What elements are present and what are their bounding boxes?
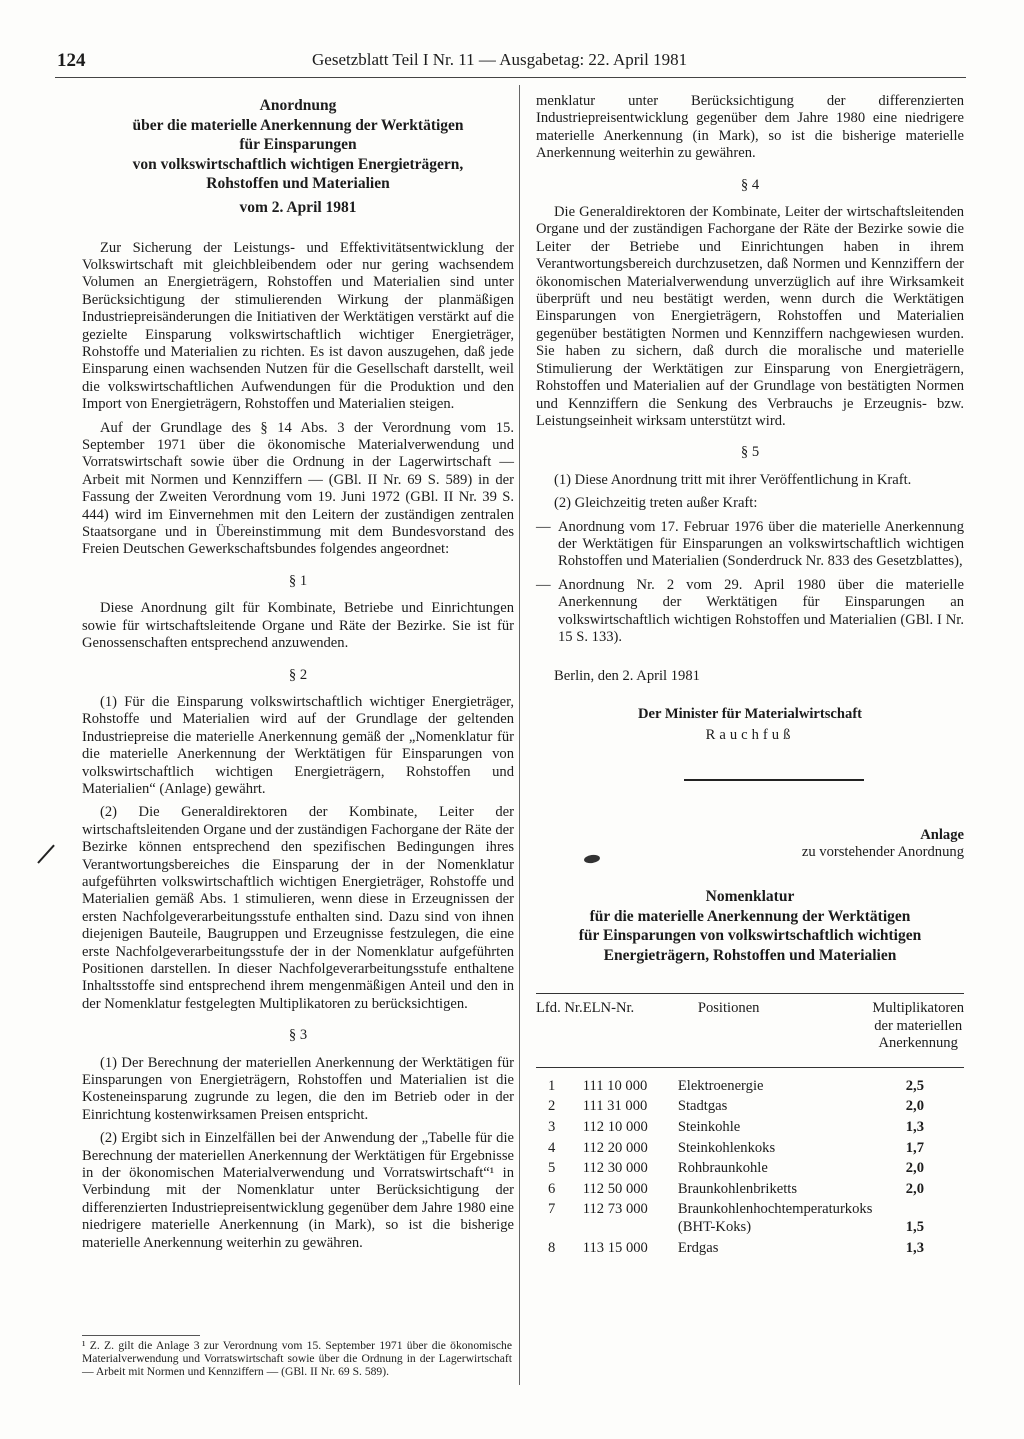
section-text: Die Generaldirektoren der Kombinate, Leiter der wirtschaftsleitenden Organe und der zuständigen Fachorgane der Räte der Bezirke sowie die Leiter der Betriebe und Einrichtungen haben in ihrem Verantwortungsbereich durchzusetzen, daß Normen und Kennziffern der ökonomischen Materialverwendung unverzüglich auf ihre Wirksamkeit überprüft und neu bestätigt werden, wenn durch die Werktätigen Einsparungen von Energieträgern, Rohstoffen und Materialien gegenüber bestätigten Normen und Kennziffern nachgewiesen wurden. Sie haben zu sichern, daß durch die moralische und materielle Stimulierung der Werktätigen zur Einsparung von Energieträgern, Rohstoffen und Materialien auf der Grundlage von bestätigten Normen und Kennziffern die Senkung des Verbrauchs je Erzeugnis- bzw. Leistungseinheit wirksam unterstützt wird. (536, 204, 964, 429)
table-row (536, 1159, 964, 1180)
section-heading: § 3 (288, 1027, 308, 1044)
cell-position: Steinkohlenkoks (677, 1139, 776, 1156)
cell-position: Stadtgas (677, 1098, 728, 1115)
cell-nr: 8 (548, 1239, 556, 1256)
annex-title-line: Nomenklatur (705, 888, 795, 906)
cell-nr: 3 (548, 1119, 556, 1135)
cell-eln: 112 30 000 (582, 1160, 648, 1177)
title-line: für Einsparungen (239, 136, 357, 154)
document-title (82, 96, 514, 218)
page-number: 124 (57, 50, 86, 71)
cell-position: Erdgas (677, 1239, 719, 1256)
section-paragraph: (1) Für die Einsparung volkswirtschaftlich wichtiger Energieträger, Rohstoffe und Materialien wird auf der Grundlage der geltenden Industriepreise die materielle Anerkennung gemäß der „Nomenklatur für die materielle Anerkennung der Werktätigen für Einsparungen von volkswirtschaftlich wichtigen Energieträgern, Rohstoffen und Materialien“ (Anlage) gewährt. (82, 693, 514, 797)
cell-nr: 6 (548, 1180, 556, 1197)
cell-position: Elektroenergie (677, 1077, 764, 1094)
cell-eln: 111 10 000 (582, 1077, 648, 1094)
cell-nr: 1 (548, 1077, 556, 1094)
cell-eln: 113 15 000 (582, 1239, 648, 1256)
column-header: ELN-Nr. (583, 994, 678, 1068)
cell-position: Braunkohlenbriketts (677, 1180, 798, 1197)
table-row (536, 1118, 964, 1139)
section-paragraph: (2) Ergibt sich in Einzelfällen bei der Anwendung der „Tabelle für die Berechnung der materiellen Anerkennung der Werktätigen für Ergebnisse in der ökonomischen Materialverwendung und Vorratswirtschaft“¹ in Verbindung mit der Nomenklatur unter Berücksichtigung der differenzierten Industriepreisentwicklung gegenüber dem Jahre 1980 eine niedrigere materielle Anerkennung (in Mark), so ist die bisherige materielle Anerkennung weiterhin zu gewähren. (82, 1130, 514, 1251)
column-header: Positionen (678, 994, 873, 1068)
cell-position: Steinkohle (677, 1119, 741, 1135)
place-date: Berlin, den 2. April 1981 (554, 668, 700, 685)
signer-name: Rauchfuß (705, 727, 795, 744)
title-date: vom 2. April 1981 (239, 198, 357, 216)
section-paragraph: (1) Der Berechnung der materiellen Anerkennung der Werktätigen für Einsparungen von Energieträgern, Rohstoffen und Materialien ist die Kosteneinsparung zugrunde zu legen, die den im Betrieb oder in der Einrichtung kostenwirksamen Preisen entspricht. (82, 1054, 514, 1123)
annex-title-line: für die materielle Anerkennung der Werktätigen (589, 907, 911, 925)
right-column (536, 93, 964, 1259)
table-row (536, 1067, 964, 1097)
margin-pen-mark (37, 844, 55, 863)
left-column (82, 96, 514, 1251)
cell-multiplier: 1,7 (905, 1139, 924, 1156)
cell-position: Rohbraunkohle (677, 1160, 768, 1177)
signer-title: Der Minister für Materialwirtschaft (637, 705, 863, 722)
table-row (536, 1239, 964, 1260)
table-row (536, 1180, 964, 1201)
cell-eln: 112 20 000 (582, 1139, 648, 1156)
footnote-text: ¹ Z. Z. gilt die Anlage 3 zur Verordnung vom 15. September 1971 über die ökonomische Materialverwendung und Vorratswirtschaft sowie über die Ordnung in der Lagerwirtschaft — Arbeit mit Normen und Kennziffern — (GBl. II Nr. 69 S. 589). (82, 1339, 512, 1379)
cell-eln: 111 31 000 (582, 1098, 648, 1115)
cell-nr: 5 (548, 1160, 556, 1177)
list-dash: — (536, 576, 551, 593)
footnote (82, 1335, 512, 1379)
list-item (536, 576, 964, 647)
annex-label: Anlage (920, 826, 964, 843)
running-head: Gesetzblatt Teil I Nr. 11 — Ausgabetag: 22. April 1981 (312, 50, 688, 69)
cell-eln: 112 73 000 (582, 1201, 648, 1218)
table-header-row (536, 994, 964, 1068)
cell-multiplier: 1,5 (905, 1218, 924, 1235)
section-heading: § 4 (740, 176, 760, 193)
cell-multiplier: 1,3 (905, 1239, 924, 1256)
table-row (536, 1200, 964, 1238)
section-heading: § 2 (288, 666, 308, 683)
list-dash: — (536, 518, 551, 535)
table-row (536, 1097, 964, 1118)
title-line: von volkswirtschaftlich wichtigen Energieträgern, (132, 155, 464, 173)
annex-sublabel: zu vorstehender Anordnung (801, 844, 964, 860)
column-header: Multiplikatoren der materiellen Anerkennung (872, 994, 964, 1068)
section-paragraph: (2) Gleichzeitig treten außer Kraft: (554, 495, 758, 512)
title-line: Anordnung (259, 97, 337, 114)
table-row (536, 1139, 964, 1160)
section-heading: § 5 (740, 444, 760, 461)
list-item-text: Anordnung Nr. 2 vom 29. April 1980 über die materielle Anerkennung der Werktätigen für Einsparungen an volkswirtschaftlich wichtigen Rohstoffen und Materialien (GBl. I Nr. 15 S. 133). (558, 576, 964, 645)
header-rule (55, 77, 966, 78)
preamble-paragraph: Auf der Grundlage des § 14 Abs. 3 der Verordnung vom 15. September 1971 über die ökonomische Materialverwendung und Vorratswirtschaft sowie über die Ordnung in der Lagerwirtschaft — Arbeit mit Normen und Kennziffern — (GBl. II Nr. 69 S. 589) in der Fassung der Zweiten Verordnung vom 19. Juni 1972 (GBl. II Nr. 39 S. 444) wird im Einvernehmen mit den Leitern der zuständigen zentralen Staatsorgane und in Übereinstimmung mit dem Bundesvorstand des Freien Deutschen Gewerkschaftsbundes folgendes angeordnet: (82, 419, 514, 558)
repeal-list (536, 519, 964, 647)
cell-multiplier: 1,3 (905, 1119, 924, 1135)
column-divider (519, 85, 520, 1385)
title-line: über die materielle Anerkennung der Werktätigen (132, 116, 464, 134)
annex-title (536, 887, 964, 965)
section-text: Diese Anordnung gilt für Kombinate, Betriebe und Einrichtungen sowie für wirtschaftsleitende Organe und Räte der Bezirke. Sie ist für Genossenschaften entsprechend anzuwenden. (82, 600, 514, 652)
cell-multiplier: 2,0 (905, 1098, 924, 1115)
cell-eln: 112 10 000 (582, 1119, 648, 1135)
annex-title-line: Energieträgern, Rohstoffen und Materialien (603, 946, 897, 964)
list-item (536, 518, 964, 571)
continued-paragraph: menklatur unter Berücksichtigung der differenzierten Industriepreisentwicklung gegenüber dem Jahre 1980 eine niedrigere materielle Anerkennung (in Mark), so ist die bisherige materielle Anerkennung weiterhin zu gewähren. (536, 93, 964, 162)
cell-multiplier: 2,5 (905, 1077, 924, 1094)
cell-nr: 7 (548, 1201, 556, 1218)
signature-rule (684, 779, 864, 781)
nomenclature-table (536, 993, 964, 1259)
list-item-text: Anordnung vom 17. Februar 1976 über die materielle Anerkennung der Werktätigen für Einsparungen an volkswirtschaftlich wichtigen Rohstoffen und Materialien (Sonderdruck Nr. 833 des Gesetzblattes), (558, 518, 964, 570)
cell-position: Braunkohlenhochtemperaturkoks (BHT-Koks) (677, 1201, 873, 1235)
title-line: Rohstoffen und Materialien (206, 175, 390, 193)
cell-nr: 2 (548, 1098, 556, 1115)
column-header: Lfd. Nr. (536, 994, 583, 1068)
cell-multiplier: 2,0 (905, 1180, 924, 1197)
annex-title-line: für Einsparungen von volkswirtschaftlich wichtigen (578, 927, 922, 945)
cell-nr: 4 (548, 1139, 556, 1156)
cell-multiplier: 2,0 (905, 1160, 924, 1177)
section-heading: § 1 (288, 572, 308, 589)
section-paragraph: (2) Die Generaldirektoren der Kombinate, Leiter der wirtschaftsleitenden Organe und der zuständigen Fachorgane der Räte der Bezirke können entsprechend den spezifischen Bedingungen ihres Verantwortungsbereiches die Einsparung der in der Nomenklatur aufgeführten volkswirtschaftlich wichtigen Energieträger, Rohstoffe und Materialien gemäß Abs. 1 stimulieren, wenn diese in Erzeugnissen der ersten Nachfolgeverarbeitungsstufe enthalten sind. Dazu sind von ihnen diejenigen Bauteile, Baugruppen und Erzeugnisse festzulegen, die eine erste Nachfolgeverarbeitungsstufe der in der Nomenklatur aufgeführten Positionen darstellen. In dieser Nachfolgeverarbeitungsstufe enthaltene Inhaltsstoffe sind entsprechend ihrem mengenmäßigen Anteil und den in der Nomenklatur festgelegten Multiplikatoren zu berücksichtigen. (82, 804, 514, 1012)
section-paragraph: (1) Diese Anordnung tritt mit ihrer Veröffentlichung in Kraft. (554, 471, 912, 488)
cell-eln: 112 50 000 (582, 1180, 648, 1197)
preamble-paragraph: Zur Sicherung der Leistungs- und Effektivitätsentwicklung der Volkswirtschaft mit gleichbleibendem oder nur gering wachsendem Volumen an Energieträgern, Rohstoffen und Materialien sind unter Berücksichtigung der stimulierenden Wirkung der planmäßigen Industriepreisänderungen die Initiativen der Werktätigen verstärkt auf die gezielte Einsparung volkswirtschaftlich wichtiger Energieträger, Rohstoffe und Materialien zu richten. Es ist davon auszugehen, daß jede Einsparung einen wachsenden Nutzen für die Gesellschaft darstellt, weil die volkswirtschaftlichen Aufwendungen für die Produktion und den Import von Energieträgern, Rohstoffen und Materialien steigen. (82, 239, 514, 413)
footnote-rule (82, 1335, 200, 1336)
